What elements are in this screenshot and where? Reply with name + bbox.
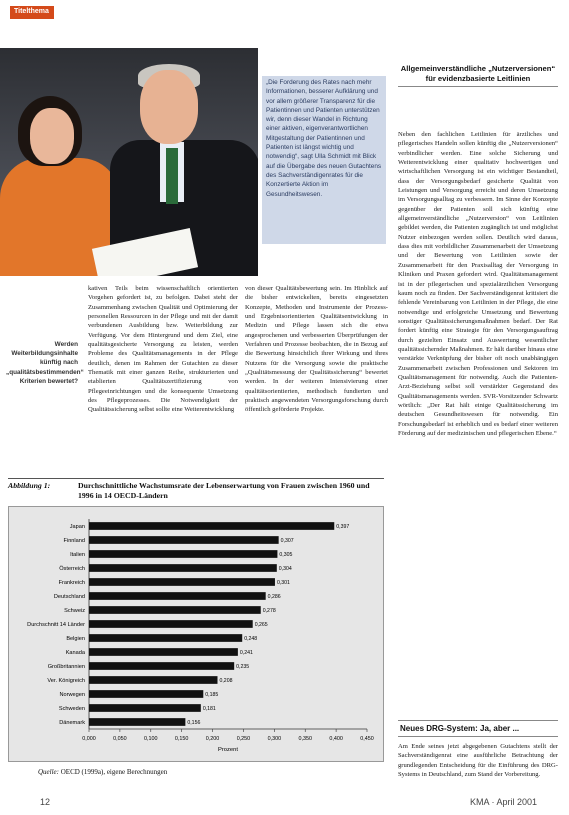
- box-heading-nutzerversionen: Allgemeinverständliche „Nutzerversionen“ für evidenzbasierte Leitlinien: [398, 64, 558, 87]
- box-heading-drg: Neues DRG-System: Ja, aber ...: [398, 720, 558, 737]
- value-label-7: 0,265: [254, 622, 268, 628]
- bar-0: [89, 522, 334, 530]
- figure-title: Durchschnittliche Wachstumsrate der Lebenserwartung von Frauen zwischen 1960 und 1996 in 14 OECD-Ländern: [78, 481, 370, 500]
- magazine-footer: KMA · April 2001: [470, 797, 538, 807]
- bar-8: [89, 634, 242, 642]
- x-tick-label-3: 0,150: [174, 736, 189, 742]
- x-tick-label-0: 0,000: [82, 736, 96, 742]
- body-column-3: Neben den fachlichen Leitlinien für ärztliches und pflegerisches Handeln sollen künftig die „Nutzerversionen“ verbindlicher werden. Eine solche Sicherung und Weiterentwicklung einer qualitativ hochwertigen und wirtschaftlichen Versorgung ist ein wichtiger Bestandteil, dass der Versorgungsbedarf gesicherte Qualität von Leistungen und Versorgung erreicht und deren Umsetzung im Versorgungsalltag zu verbessern. Im Sinne der Konzepte gegenüber der Patienten soll sich künftig eine allgemeinverständliche „Nutzerversion“ von Leitlinien gebildet werden, die Patienten zugänglich ist und möglichst Nutzer einbezogen werden sollen. Deutlich wird daraus, dass dies mit vorbildlicher Zusammenarbeit der Umsetzung und der Bewertung von Leitlinien sowie der Zusammenarbeit für den Praxisalltag der Versorgung in Kliniken und Praxen gefordert wird. Qualitätsmanagement ist in der pflegerischen und spezialärztlichen Versorgung kaum noch zu finden. Der Sachverständigenrat kritisiert die fehlende Vereinbarung von Leitlinien in der Pflege, die eine notwendige und erfolgreiche Umsetzung und Bewertung sonstiger Qualitätssicherungsmaßnahmen bedarf. Der Rat fordert künftig eine Strategie für den Versorgungsauftrag durch gezielten Einsatz und Auswertung wesentlicher qualitätssichernder Maßnahmen. Er hält darüber hinaus eine verstärkte Verknüpfung der bisher oft noch unabhängigen Zusammenarbeit zwischen Professionen und Sektoren im Qualitätsmanagement für notwendig. Auch die Patienten-Arzt-Beziehung selbst soll verstärkter Gegenstand des Qualitätsmanagements werden. SVR-Vorsitzender Schwartz wörtlich: „Der Rat hält einige Qualitätssicherung im deutschen Gesundheitswesen für notwendig. Ein Forschungsbedarf ist erheblich und es bedarf einer weiteren Förderung auf der medizinischen und pflegerischen Ebene.“: [398, 131, 558, 437]
- bar-14: [89, 718, 185, 726]
- body-column-1: kativen Teils beim wissenschaftlich orientierten Vorgehen gefordert ist, zu befolgen. Dabei steht der Zusammenhang zwischen Qualität und Optimierung der personellen Ressourcen in der Pflege und mit der damit verbundenen Ausbildung bzw. Weiterbildung zur Verfügung. Vor dem Hintergrund und dem Ziel, eine qualitätsgesicherte Versorgung zu leisten, werden Probleme des Qualitätsmanagements in der Pflege deutlich, denen im Rahmen der Gutachten zu dieser Thematik mit einer ganzen Reihe, strukturierten und etablierten Qualitätszertifizierung von Pflegeeinrichtungen und die konsequente Umsetzung des Pflegeprozesses. Die Notwendigkeit der Qualitätssicherung selbst sollte eine Weiterentwicklung: [88, 285, 238, 414]
- bar-3: [89, 564, 277, 572]
- value-label-13: 0,181: [202, 706, 216, 712]
- figure-source: [38, 768, 167, 776]
- quote-box: „Die Forderung des Rates nach mehr Informationen, besserer Aufklärung und vor allem größerer Transparenz für die Patientinnen und Patienten unterstützen wir, denn dieser Wandel in Richtung einer aktiven, eigenverantwortlichen Mitgestaltung der Patientinnen und Patienten ist längst wichtig und notwendig“, sagt Ulla Schmidt mit Blick auf die Übergabe des neuen Gutachtens des Sachverständigenrates für die Konzertierte Aktion im Gesundheitswesen.: [262, 76, 386, 244]
- bar-9: [89, 648, 238, 656]
- category-label-11: Ver. Königreich: [47, 678, 85, 684]
- value-label-2: 0,305: [279, 552, 293, 558]
- category-label-9: Kanada: [65, 650, 85, 656]
- source-text: OECD (1999a), eigene Berechnungen: [60, 768, 168, 776]
- category-label-14: Dänemark: [59, 720, 85, 726]
- value-label-12: 0,185: [205, 692, 219, 698]
- value-label-1: 0,307: [280, 538, 294, 544]
- value-label-11: 0,208: [219, 678, 233, 684]
- side-note: Werden Weiterbildungsinhalte künftig nach „qualitätsbestimmenden“ Kriterien bewertet?: [6, 341, 84, 385]
- figure-top-rule: [8, 478, 384, 479]
- x-tick-label-6: 0,300: [267, 736, 282, 742]
- figure-label: Abbildung 1:: [8, 481, 51, 490]
- x-tick-label-8: 0,400: [329, 736, 343, 742]
- category-label-10: Großbritannien: [47, 664, 85, 670]
- bar-1: [89, 536, 279, 544]
- body-column-2: von dieser Qualitätsbewertung sein. Im Hinblick auf die bisher entwickelten, bereits eingesetzten Konzepte, Methoden und Instrumente der Prozess- und Ergebnisorientierten Qualitätsentwicklung in Medizin und Pflege lassen sich die etwa angesprochenen und verbesserten Überprüfungen der Verfahren und Prozesse beobachten, die in Bezug auf die Bewertung hinsichtlich ihrer Wirkung und ihres Nutzens für die Versorgung sowie die praktische „Qualitätsmessung der Qualitätssicherung“ bewertet werden. In der weiteren Intensivierung einer qualitätsorientierten, methodisch fundierten und praktisch angewendeten Versorgungsforschung durch öffentlich geförderte Projekte.: [245, 285, 388, 414]
- category-label-12: Norwegen: [59, 692, 85, 698]
- value-label-9: 0,241: [239, 650, 253, 656]
- value-label-10: 0,235: [236, 664, 250, 670]
- x-tick-label-2: 0,100: [144, 736, 158, 742]
- value-label-8: 0,248: [244, 636, 258, 642]
- category-label-0: Japan: [69, 524, 85, 530]
- x-axis-title: Prozent: [218, 747, 238, 753]
- page-number: 12: [40, 797, 51, 807]
- category-label-3: Österreich: [59, 566, 85, 572]
- category-label-6: Schweiz: [64, 608, 85, 614]
- bar-12: [89, 690, 203, 698]
- category-label-2: Italien: [70, 552, 85, 558]
- bar-6: [89, 606, 261, 614]
- bar-13: [89, 704, 201, 712]
- source-label: Quelle:: [38, 768, 59, 776]
- bar-7: [89, 620, 253, 628]
- category-label-1: Finnland: [63, 538, 85, 544]
- bar-11: [89, 676, 217, 684]
- x-tick-label-1: 0,050: [113, 736, 127, 742]
- category-label-5: Deutschland: [53, 594, 85, 600]
- bar-4: [89, 578, 275, 586]
- x-tick-label-9: 0,450: [360, 736, 374, 742]
- value-label-4: 0,301: [276, 580, 290, 586]
- section-tag: Titelthema: [10, 6, 54, 19]
- bar-10: [89, 662, 234, 670]
- photo-minister-and-council: [0, 48, 258, 276]
- x-tick-label-4: 0,200: [205, 736, 220, 742]
- category-label-13: Schweden: [58, 706, 85, 712]
- bar-chart: [8, 506, 384, 762]
- x-tick-label-5: 0,250: [236, 736, 251, 742]
- category-label-8: Belgien: [66, 636, 85, 642]
- value-label-0: 0,397: [336, 524, 350, 530]
- bar-chart-svg: [9, 507, 383, 761]
- category-label-7: Durchschnitt 14 Länder: [27, 622, 85, 628]
- value-label-14: 0,156: [187, 720, 201, 726]
- bar-5: [89, 592, 266, 600]
- value-label-6: 0,278: [262, 608, 276, 614]
- value-label-3: 0,304: [278, 566, 292, 572]
- category-label-4: Frankreich: [58, 580, 85, 586]
- drg-body: Am Ende seines jetzt abgegebenen Gutachtens stellt der Sachverständigenrat eine ausführliche Betrachtung der grundlegenden Entscheidung für die Einführung des DRG-Systems in Deutschland, zum Stand der Vorbereitung.: [398, 743, 558, 779]
- bar-2: [89, 550, 277, 558]
- value-label-5: 0,286: [267, 594, 281, 600]
- x-tick-label-7: 0,350: [298, 736, 312, 742]
